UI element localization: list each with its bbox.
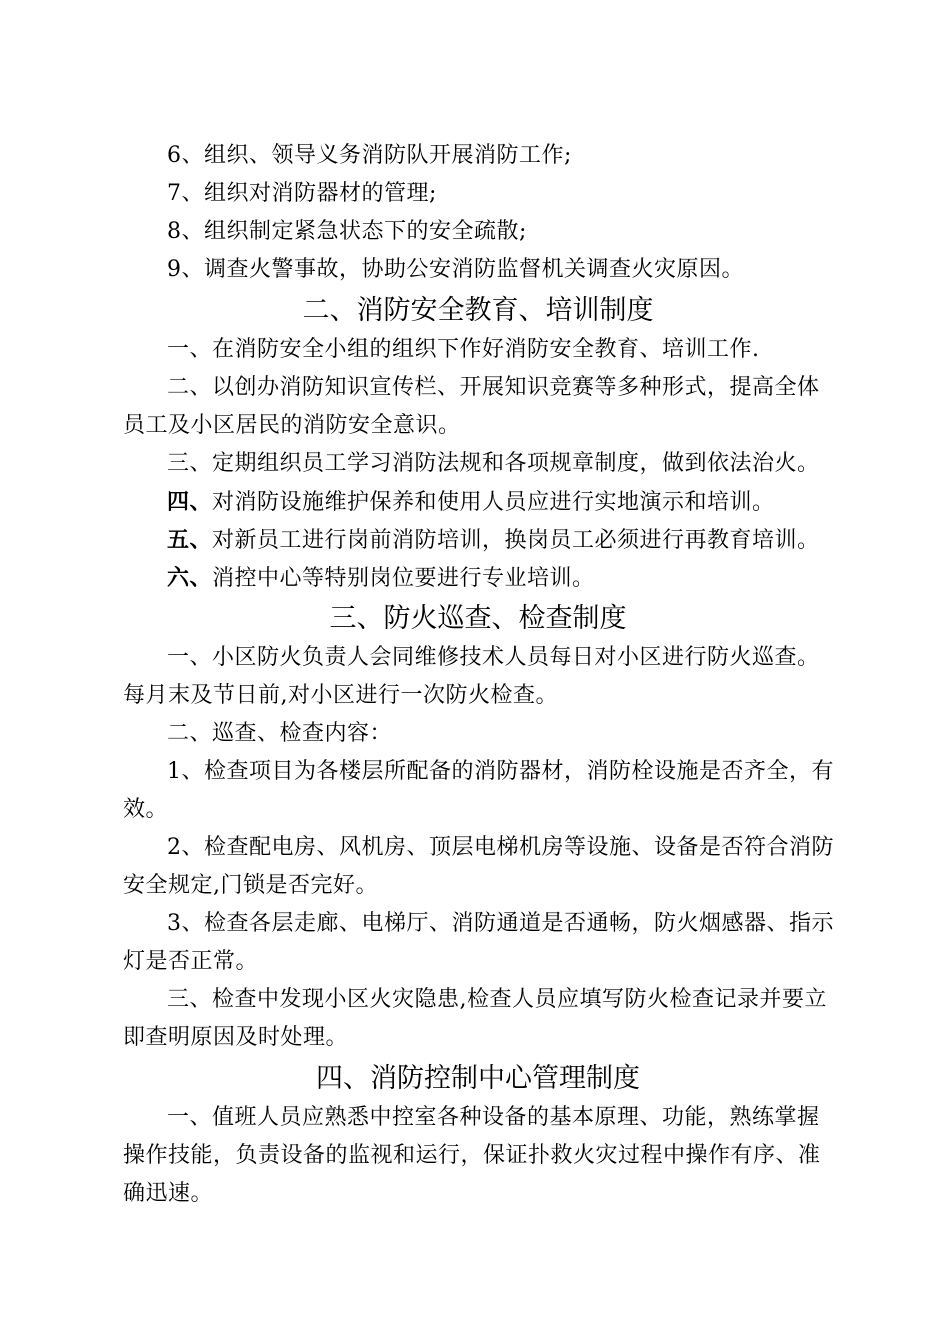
paragraph: 三、定期组织员工学习消防法规和各项规章制度，做到依法治火。: [167, 451, 820, 476]
section-control-center: [123, 1059, 833, 1213]
paragraph: [123, 559, 833, 597]
paragraph-text: 消控中心等特别岗位要进行专业培训。: [212, 566, 595, 591]
paragraph-number: 四、: [167, 489, 213, 515]
paragraph-text: 对消防设施维护保养和使用人员应进行实地演示和培训。: [212, 490, 775, 515]
list-item: 6、组织、领导义务消防队开展消防工作;: [167, 143, 572, 168]
list-item: 9、调查火警事故，协助公安消防监督机关调查火灾原因。: [167, 257, 744, 282]
paragraph-line: 效。: [123, 797, 169, 822]
paragraph-line: 员工及小区居民的消防安全意识。: [123, 413, 461, 438]
list-item: 8、组织制定紧急状态下的安全疏散;: [167, 219, 527, 244]
paragraph: 二、巡查、检查内容：: [167, 721, 393, 746]
section-title: 三、防火巡查、检查制度: [329, 603, 627, 634]
paragraph: [123, 521, 833, 559]
paragraph: [123, 483, 833, 521]
paragraph-line: 二、以创办消防知识宣传栏、开展知识竞赛等多种形式，提高全体: [167, 375, 820, 400]
paragraph-line: 一、小区防火负责人会同维修技术人员每日对小区进行防火巡查。: [167, 645, 820, 670]
paragraph-line: 操作技能，负责设备的监视和运行，保证扑救火灾过程中操作有序、准: [123, 1143, 821, 1168]
paragraph-line: 3、检查各层走廊、电梯厅、消防通道是否通畅，防火烟感器、指示: [167, 911, 834, 936]
document-page: [123, 137, 833, 1213]
paragraph: 一、在消防安全小组的组织下作好消防安全教育、培训工作.: [167, 337, 760, 362]
paragraph-line: 一、值班人员应熟悉中控室各种设备的基本原理、功能，熟练掌握: [167, 1105, 820, 1130]
section1-tail: [123, 137, 833, 289]
paragraph-line: 2、检查配电房、风机房、顶层电梯机房等设施、设备是否符合消防: [167, 835, 834, 860]
paragraph-line: 即查明原因及时处理。: [123, 1025, 349, 1050]
section-patrol-inspection: [123, 599, 833, 1057]
paragraph-line: 确迅速。: [123, 1181, 214, 1206]
paragraph-text: 对新员工进行岗前消防培训，换岗员工必须进行再教育培训。: [212, 528, 820, 553]
section-title: 四、消防控制中心管理制度: [316, 1063, 640, 1094]
paragraph-line: 安全规定,门锁是否完好。: [123, 873, 378, 898]
paragraph-number: 六、: [167, 565, 213, 591]
paragraph-line: 1、检查项目为各楼层所配备的消防器材，消防栓设施是否齐全，有: [167, 759, 834, 784]
paragraph-line: 每月末及节日前,对小区进行一次防火检查。: [123, 683, 558, 708]
paragraph-line: 灯是否正常。: [123, 949, 259, 974]
section-title: 二、消防安全教育、培训制度: [302, 295, 654, 326]
list-item: 7、组织对消防器材的管理;: [167, 181, 437, 206]
section-education-training: [123, 291, 833, 597]
paragraph-line: 三、检查中发现小区火灾隐患,检查人员应填写防火检查记录并要立: [167, 987, 827, 1012]
paragraph-number: 五、: [167, 527, 213, 553]
